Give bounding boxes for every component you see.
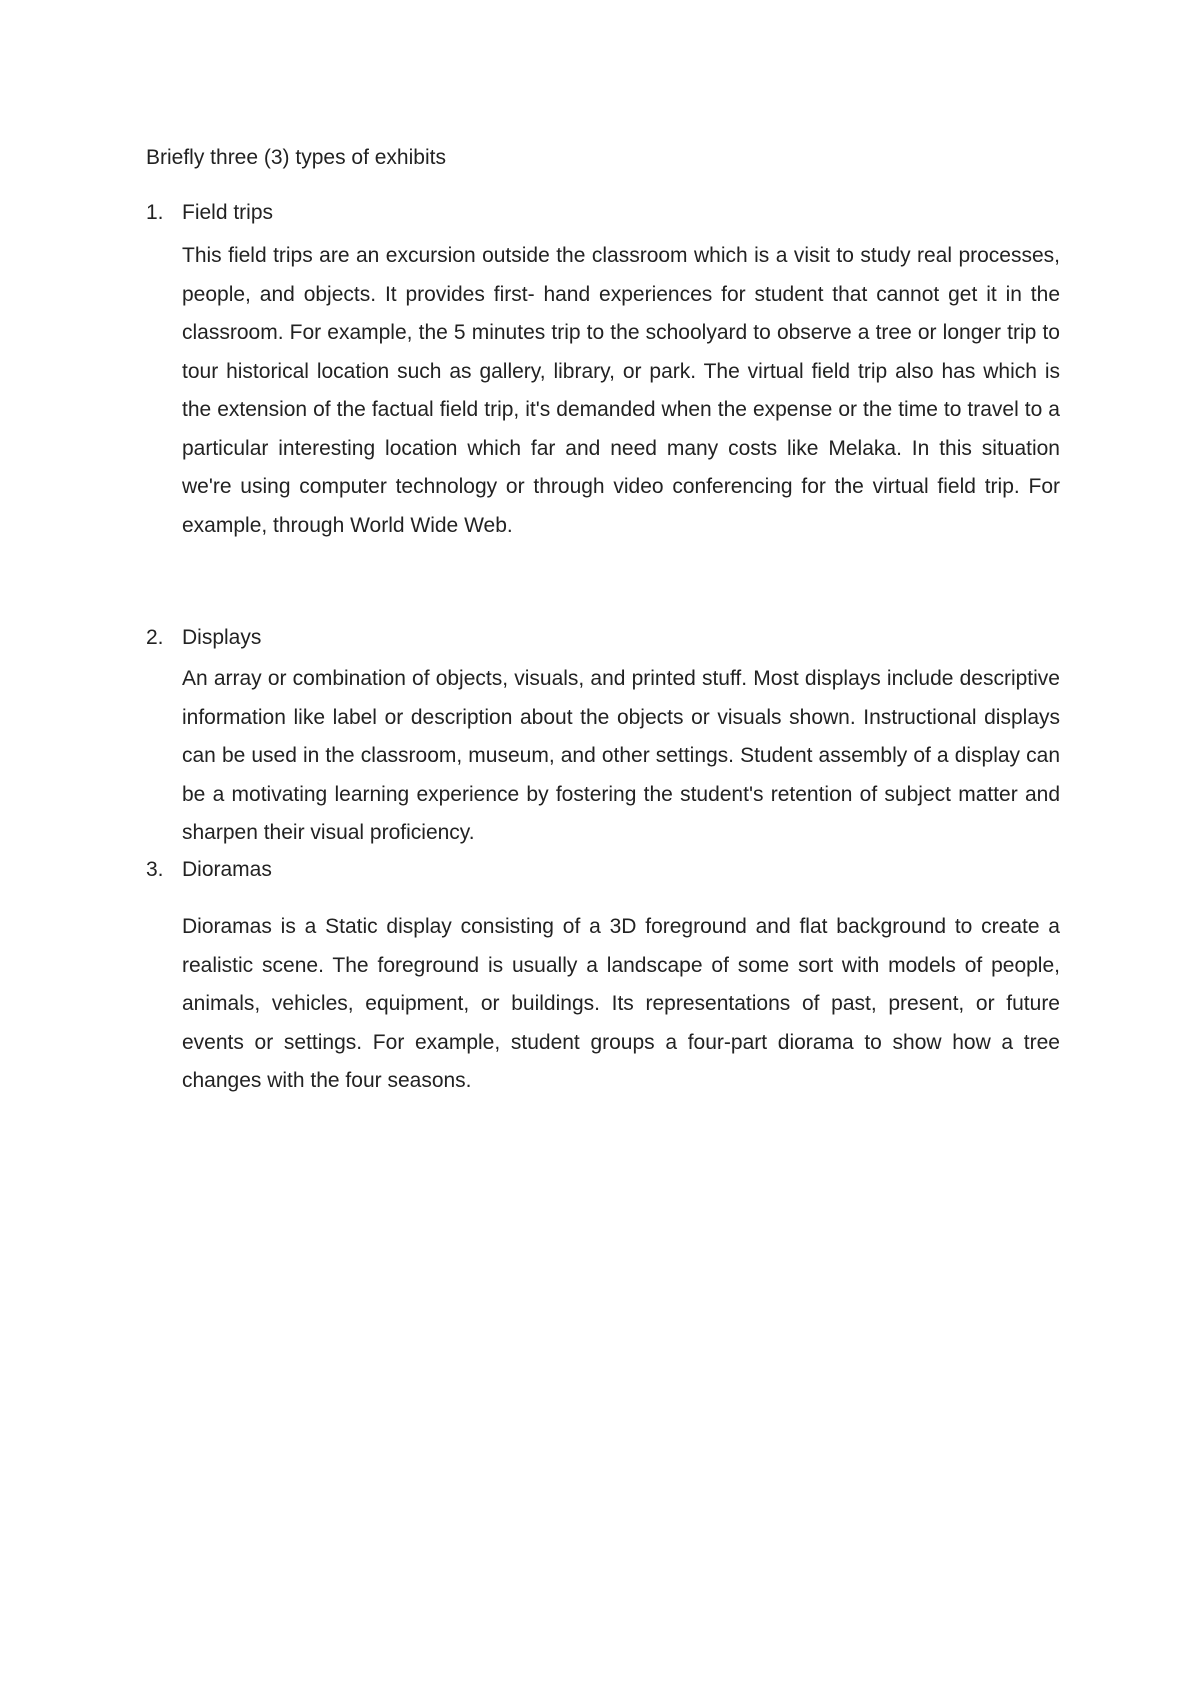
list-number: 1. <box>146 201 164 224</box>
section-heading-text: Displays <box>182 626 262 649</box>
document-title: Briefly three (3) types of exhibits <box>146 146 446 169</box>
section-heading-text: Dioramas <box>182 858 272 881</box>
section-body: An array or combination of objects, visuals, and printed stuff. Most displays include descriptive information like label or description about the objects or visuals shown. Instructional displays can be used in the classroom, museum, and other settings. Student assembly of a display can be a motivating learning experience by fostering the student's retention of subject matter and sharpen their visual proficiency. <box>182 667 1060 844</box>
section-heading <box>146 199 1060 227</box>
list-item-displays <box>146 624 1060 853</box>
list-item-field-trips <box>146 199 1060 545</box>
list-number: 3. <box>146 858 164 881</box>
section-heading <box>146 624 1060 652</box>
section-body: This field trips are an excursion outside the classroom which is a visit to study real processes, people, and objects. It provides first- hand experiences for student that cannot get it in the classroom. For example, the 5 minutes trip to the schoolyard to observe a tree or longer trip to tour historical location such as gallery, library, or park. The virtual field trip also has which is the extension of the factual field trip, it's demanded when the expense or the time to travel to a particular interesting location which far and need many costs like Melaka. In this situation we're using computer technology or through video conferencing for the virtual field trip. For example, through World Wide Web. <box>182 244 1060 537</box>
section-body: Dioramas is a Static display consisting of a 3D foreground and flat background to create a realistic scene. The foreground is usually a landscape of some sort with models of people, animals, vehicles, equipment, or buildings. Its representations of past, present, or future events or settings. For example, student groups a four-part diorama to show how a tree changes with the four seasons. <box>182 915 1060 1092</box>
list-item-dioramas <box>146 856 1060 1101</box>
section-heading <box>146 856 1060 884</box>
list-number: 2. <box>146 626 164 649</box>
section-heading-text: Field trips <box>182 201 274 224</box>
